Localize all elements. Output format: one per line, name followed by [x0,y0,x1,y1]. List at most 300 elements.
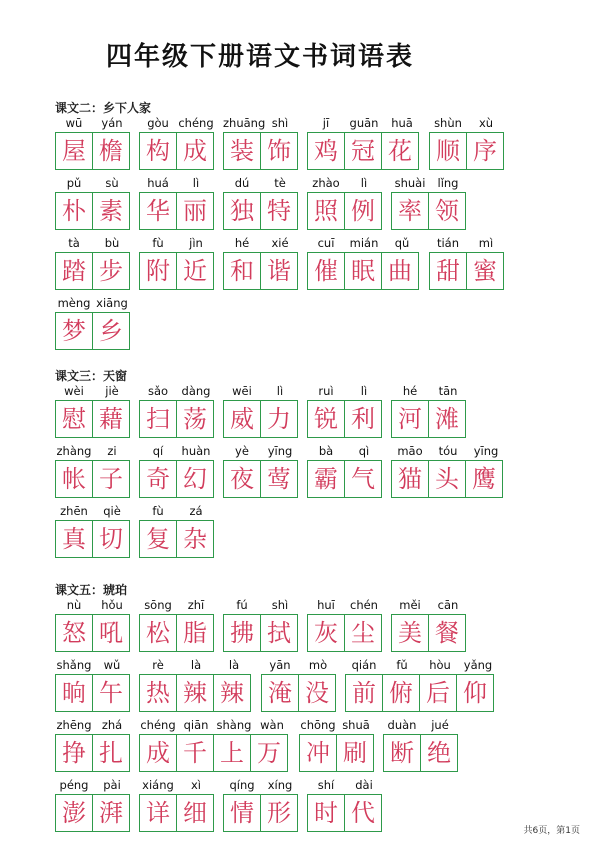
character-box: 猫 [391,460,429,498]
character-box: 鹰 [465,460,503,498]
vocabulary-word [345,656,497,718]
pinyin-row [55,114,131,132]
pinyin-row [429,234,505,252]
pinyin-syllable: péng [59,778,89,792]
vocabulary-word [223,114,299,176]
section-heading: 课文五：琥珀 [55,583,128,597]
vocabulary-word [223,382,299,444]
character-box: 时 [307,794,345,832]
character-boxes [391,460,505,498]
pinyin-row [55,596,131,614]
character-box: 滩 [428,400,466,438]
pinyin-row [307,234,421,252]
vocabulary-word [223,234,299,296]
pinyin-syllable: duàn [387,718,417,732]
character-box: 辣 [213,674,251,712]
pinyin-syllable: lì [192,176,200,190]
pinyin-syllable: qǔ [394,236,410,250]
character-box: 详 [139,794,177,832]
pinyin-row [139,442,215,460]
character-box: 气 [344,460,382,498]
character-box: 淹 [261,674,299,712]
pinyin-row [139,114,215,132]
character-box: 前 [345,674,383,712]
pinyin-syllable: fú [236,598,248,612]
pinyin-row [139,716,291,734]
pinyin-syllable: xié [271,236,289,250]
character-box: 夜 [223,460,261,498]
pinyin-row [391,596,467,614]
vocabulary-word [307,596,383,658]
character-boxes [55,400,131,438]
lesson-section [55,368,575,564]
pinyin-syllable: cuī [317,236,335,250]
character-boxes [139,252,215,290]
character-boxes [307,400,383,438]
pinyin-row [55,174,131,192]
character-boxes [55,520,131,558]
character-boxes [307,460,383,498]
vocabulary-word [55,776,131,838]
pinyin-syllable: huā [391,116,413,130]
character-boxes [383,734,459,772]
pinyin-row [139,596,215,614]
character-box: 辣 [176,674,214,712]
pinyin-row [307,382,383,400]
page-footer: 共6页，第1页 [523,826,580,836]
pinyin-syllable: jué [431,718,449,732]
character-box: 河 [391,400,429,438]
character-box: 怒 [55,614,93,652]
character-box: 脂 [176,614,214,652]
pinyin-row [391,174,467,192]
pinyin-syllable: qiān [183,718,209,732]
character-boxes [307,794,383,832]
lesson-section [55,582,575,838]
character-box: 挣 [55,734,93,772]
pinyin-syllable: mò [308,658,328,672]
character-box: 锐 [307,400,345,438]
pinyin-row [139,776,215,794]
vocabulary-word [429,234,505,296]
character-box: 饰 [260,132,298,170]
character-box: 湃 [92,794,130,832]
page-title: 四年级下册语文书词语表 [105,42,414,72]
pinyin-syllable: wǔ [103,658,121,672]
word-row [55,596,575,658]
pinyin-row [223,114,299,132]
vocabulary-word [55,174,131,236]
vocabulary-word [55,442,131,504]
vocabulary-word [139,114,215,176]
character-box: 莺 [260,460,298,498]
pinyin-row [55,234,131,252]
character-box: 情 [223,794,261,832]
pinyin-syllable: qì [358,444,370,458]
character-boxes [307,192,383,230]
pinyin-row [307,114,421,132]
character-box: 真 [55,520,93,558]
pinyin-syllable: ruì [318,384,334,398]
character-box: 仰 [456,674,494,712]
pinyin-syllable: chén [350,598,378,612]
character-boxes [261,674,337,712]
vocabulary-word [391,382,467,444]
pinyin-syllable: chéng [140,718,176,732]
vocabulary-word [55,502,131,564]
pinyin-syllable: jìn [189,236,203,250]
pinyin-syllable: xiáng [142,778,174,792]
character-boxes [139,520,215,558]
character-box: 午 [92,674,130,712]
vocabulary-word [429,114,505,176]
character-box: 构 [139,132,177,170]
character-box: 鸡 [307,132,345,170]
character-box: 成 [176,132,214,170]
character-box: 曲 [381,252,419,290]
character-box: 细 [176,794,214,832]
character-boxes [429,132,505,170]
character-box: 尘 [344,614,382,652]
pinyin-syllable: sǎo [147,384,169,398]
pinyin-syllable: qián [351,658,377,672]
character-box: 扫 [139,400,177,438]
character-box: 代 [344,794,382,832]
pinyin-syllable: dài [355,778,373,792]
section-heading: 课文二：乡下人家 [55,101,152,115]
section-heading: 课文三：天窗 [55,369,128,383]
pinyin-syllable: shǎng [56,658,92,672]
pinyin-syllable: xù [478,116,494,130]
vocabulary-word [307,776,383,838]
vocabulary-word [139,716,291,778]
character-boxes [299,734,375,772]
character-box: 踏 [55,252,93,290]
pinyin-row [55,442,131,460]
vocabulary-word [139,502,215,564]
pinyin-row [139,502,215,520]
word-row [55,234,575,296]
vocabulary-word [307,234,421,296]
pinyin-syllable: xíng [267,778,293,792]
word-row [55,174,575,236]
pinyin-row [55,502,131,520]
vocabulary-word [223,596,299,658]
pinyin-syllable: zhī [187,598,205,612]
vocabulary-word [139,442,215,504]
character-box: 装 [223,132,261,170]
character-box: 子 [92,460,130,498]
pinyin-syllable: zá [189,504,203,518]
pinyin-syllable: zhuāng [223,116,266,130]
character-boxes [429,252,505,290]
character-box: 荡 [176,400,214,438]
vocabulary-word [55,234,131,296]
vocabulary-word [307,174,383,236]
vocabulary-word [307,442,383,504]
pinyin-row [223,234,299,252]
word-row [55,442,575,504]
pinyin-syllable: shí [317,778,335,792]
character-boxes [139,400,215,438]
pinyin-syllable: jiè [105,384,119,398]
character-box: 谐 [260,252,298,290]
vocabulary-word [391,174,467,236]
word-row [55,502,575,564]
character-box: 威 [223,400,261,438]
pinyin-syllable: qí [152,444,164,458]
pinyin-syllable: qiè [103,504,121,518]
character-box: 催 [307,252,345,290]
pinyin-syllable: yān [269,658,291,672]
character-boxes [391,192,467,230]
pinyin-row [223,174,299,192]
pinyin-row [139,234,215,252]
pinyin-syllable: dú [234,176,250,190]
character-boxes [139,674,253,712]
character-boxes [223,460,299,498]
vocabulary-word [55,596,131,658]
character-boxes [223,132,299,170]
vocabulary-word [139,382,215,444]
pinyin-row [223,442,299,460]
pinyin-row [139,174,215,192]
character-box: 利 [344,400,382,438]
character-boxes [55,674,131,712]
character-boxes [55,192,131,230]
pinyin-row [223,382,299,400]
pinyin-syllable: mián [349,236,379,250]
vocabulary-word [139,776,215,838]
character-box: 松 [139,614,177,652]
pinyin-syllable: lì [276,384,284,398]
pinyin-syllable: yán [101,116,123,130]
vocabulary-word [391,596,467,658]
pinyin-row [55,294,131,312]
character-boxes [139,192,215,230]
pinyin-row [307,596,383,614]
character-boxes [55,132,131,170]
pinyin-syllable: mì [478,236,494,250]
character-box: 拭 [260,614,298,652]
character-boxes [223,614,299,652]
pinyin-syllable: lì [360,384,368,398]
pinyin-syllable: tè [274,176,286,190]
pinyin-syllable: yè [235,444,249,458]
pinyin-syllable: pǔ [66,176,82,190]
vocabulary-word [55,294,131,356]
pinyin-syllable: zhēn [60,504,88,518]
character-box: 领 [428,192,466,230]
vocabulary-word [223,174,299,236]
pinyin-syllable: měi [399,598,421,612]
character-box: 成 [139,734,177,772]
character-box: 梦 [55,312,93,350]
pinyin-syllable: xiāng [96,296,128,310]
character-box: 形 [260,794,298,832]
character-box: 千 [176,734,214,772]
pinyin-syllable: tóu [438,444,458,458]
character-box: 冲 [299,734,337,772]
pinyin-syllable: rè [152,658,164,672]
character-boxes [55,734,131,772]
vocabulary-word [55,114,131,176]
pinyin-syllable: shuā [342,718,370,732]
character-boxes [139,614,215,652]
pinyin-syllable: shì [271,598,289,612]
character-boxes [139,794,215,832]
pinyin-syllable: māo [397,444,423,458]
pinyin-syllable: fù [152,504,164,518]
character-box: 断 [383,734,421,772]
character-box: 餐 [428,614,466,652]
character-box: 花 [381,132,419,170]
pinyin-syllable: fǔ [396,658,408,672]
character-box: 顺 [429,132,467,170]
pinyin-syllable: sōng [144,598,172,612]
pinyin-row [55,776,131,794]
pinyin-row [307,776,383,794]
pinyin-syllable: hǒu [101,598,123,612]
character-box: 帐 [55,460,93,498]
character-boxes [223,794,299,832]
character-box: 没 [298,674,336,712]
pinyin-row [223,776,299,794]
pinyin-row [55,716,131,734]
vocabulary-word [55,656,131,718]
pinyin-syllable: qíng [229,778,255,792]
character-boxes [139,460,215,498]
character-box: 美 [391,614,429,652]
character-boxes [55,252,131,290]
pinyin-syllable: huá [147,176,169,190]
pinyin-syllable: hé [234,236,250,250]
pinyin-syllable: guān [349,116,379,130]
pinyin-syllable: bù [104,236,120,250]
character-box: 藉 [92,400,130,438]
vocabulary-word [55,382,131,444]
pinyin-syllable: lǐng [437,176,459,190]
pinyin-syllable: shùn [434,116,462,130]
character-box: 特 [260,192,298,230]
word-row [55,382,575,444]
character-boxes [345,674,497,712]
pinyin-syllable: wèi [64,384,84,398]
pinyin-row [299,716,375,734]
pinyin-syllable: pài [103,778,121,792]
character-box: 蜜 [466,252,504,290]
character-boxes [307,252,421,290]
pinyin-syllable: hòu [429,658,451,672]
character-box: 慰 [55,400,93,438]
character-box: 乡 [92,312,130,350]
pinyin-syllable: là [190,658,202,672]
word-row [55,114,575,176]
character-box: 华 [139,192,177,230]
character-box: 万 [250,734,288,772]
character-box: 步 [92,252,130,290]
vocabulary-word [223,776,299,838]
pinyin-row [391,442,505,460]
character-box: 俯 [382,674,420,712]
pinyin-syllable: shì [271,116,289,130]
vocabulary-word [383,716,459,778]
pinyin-row [223,596,299,614]
pinyin-syllable: wū [65,116,83,130]
pinyin-syllable: zhá [101,718,123,732]
vocabulary-word [307,114,421,176]
character-box: 热 [139,674,177,712]
pinyin-syllable: tān [438,384,458,398]
pinyin-syllable: tà [68,236,80,250]
character-boxes [307,614,383,652]
pinyin-row [429,114,505,132]
pinyin-syllable: mèng [57,296,91,310]
pinyin-row [55,656,131,674]
pinyin-syllable: gòu [147,116,169,130]
character-box: 和 [223,252,261,290]
character-boxes [55,312,131,350]
character-boxes [55,794,131,832]
character-box: 幻 [176,460,214,498]
character-box: 奇 [139,460,177,498]
pinyin-syllable: huàn [181,444,211,458]
pinyin-syllable: chéng [178,116,214,130]
character-box: 吼 [92,614,130,652]
vocabulary-word [139,234,215,296]
character-boxes [139,132,215,170]
pinyin-row [139,382,215,400]
character-box: 冠 [344,132,382,170]
character-box: 刷 [336,734,374,772]
character-box: 复 [139,520,177,558]
pinyin-syllable: fù [152,236,164,250]
character-boxes [55,460,131,498]
character-boxes [223,192,299,230]
character-box: 近 [176,252,214,290]
vocabulary-word [223,442,299,504]
character-box: 杂 [176,520,214,558]
pinyin-syllable: zhēng [56,718,92,732]
word-row [55,776,575,838]
character-boxes [391,400,467,438]
pinyin-syllable: bà [318,444,334,458]
character-box: 独 [223,192,261,230]
character-box: 朴 [55,192,93,230]
character-box: 灰 [307,614,345,652]
character-box: 上 [213,734,251,772]
vocabulary-word [139,656,253,718]
pinyin-row [391,382,467,400]
word-row [55,294,575,356]
word-row [55,716,575,778]
lesson-section [55,100,575,356]
vocabulary-word [299,716,375,778]
character-box: 切 [92,520,130,558]
pinyin-syllable: cān [437,598,459,612]
character-box: 扎 [92,734,130,772]
pinyin-syllable: hé [402,384,418,398]
pinyin-row [307,442,383,460]
vocabulary-word [307,382,383,444]
pinyin-syllable: jī [322,116,330,130]
pinyin-syllable: yǎng [463,658,493,672]
pinyin-syllable: shuài [394,176,426,190]
character-boxes [391,614,467,652]
character-box: 甜 [429,252,467,290]
character-boxes [223,252,299,290]
character-box: 晌 [55,674,93,712]
